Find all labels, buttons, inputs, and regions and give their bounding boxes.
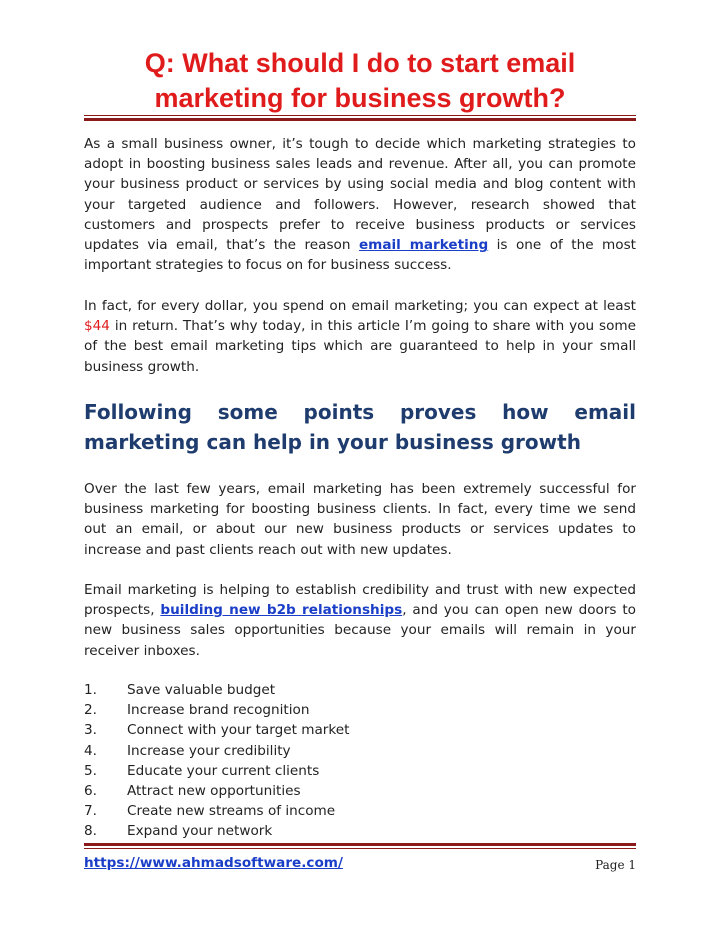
list-item bbox=[84, 801, 349, 821]
list-item bbox=[84, 761, 349, 781]
list-item-number: 5. bbox=[84, 762, 97, 779]
list-item-number: 1. bbox=[84, 682, 97, 698]
list-item bbox=[84, 680, 349, 700]
list-item-number: 8. bbox=[84, 823, 97, 840]
page-title-line-1: Q: What should I do to start email bbox=[144, 48, 576, 78]
section-heading-line-1: Following some points proves how email bbox=[84, 400, 636, 424]
list-item bbox=[84, 741, 349, 761]
benefits-list bbox=[84, 680, 349, 842]
list-item-text: Create new streams of income bbox=[127, 803, 336, 820]
b2b-relationships-link[interactable]: building new b2b relationships bbox=[160, 602, 403, 619]
intro-paragraph bbox=[84, 134, 636, 275]
list-item-text: Expand your network bbox=[127, 823, 273, 840]
list-item-number: 3. bbox=[84, 722, 97, 739]
list-item-number: 7. bbox=[84, 803, 97, 820]
email-marketing-link[interactable]: email marketing bbox=[358, 237, 489, 254]
list-item bbox=[84, 720, 349, 740]
intro-text-after-link: is one of the most important strategies to focus on for business success. bbox=[84, 237, 636, 274]
page-title bbox=[84, 46, 636, 116]
footer-rule-thick bbox=[84, 843, 636, 846]
section-heading-line-2: marketing can help in your business growth bbox=[84, 430, 581, 454]
list-item bbox=[84, 781, 349, 801]
list-item-text: Educate your current clients bbox=[127, 762, 320, 779]
list-item-text: Save valuable budget bbox=[127, 682, 276, 698]
footer-rule-thin bbox=[84, 848, 636, 849]
list-item-text: Attract new opportunities bbox=[127, 782, 301, 799]
credibility-text-before-link: Email marketing is helping to establish credibility and trust with new expected prospects, bbox=[84, 582, 636, 619]
page-number: Page 1 bbox=[595, 858, 636, 872]
list-item-text: Increase your credibility bbox=[127, 742, 291, 759]
list-item-number: 6. bbox=[84, 782, 97, 799]
success-paragraph: Over the last few years, email marketing has been extremely successful for business marketing for boosting business clients. In fact, every time we send out an email, or about our new business products or services updates to increase and past clients reach out with new updates. bbox=[84, 481, 636, 558]
section-heading bbox=[84, 397, 636, 457]
intro-text-before-link: As a small business owner, it’s tough to decide which marketing strategies to adopt in boosting business sales leads and revenue. After all, you can promote your business product or services by using social media and blog content with your targeted audience and followers. However, research showed that customers and prospects prefer to receive business products or services updates via email, that’s the reason bbox=[84, 136, 636, 254]
roi-text-after-amount: in return. That’s why today, in this article I’m going to share with you some of the best email marketing tips which are guaranteed to help in your small business growth. bbox=[84, 318, 636, 375]
roi-text-before-amount: In fact, for every dollar, you spend on email marketing; you can expect at least bbox=[84, 298, 636, 314]
list-item bbox=[84, 821, 349, 841]
title-rule-thin bbox=[84, 115, 636, 116]
list-item-number: 2. bbox=[84, 702, 97, 719]
footer-website-link[interactable]: https://www.ahmadsoftware.com/ bbox=[84, 855, 343, 871]
roi-amount: $44 bbox=[84, 318, 110, 335]
credibility-text-after-link: , and you can open new doors to new business sales opportunities because your emails will remain in your receiver inboxes. bbox=[84, 602, 636, 659]
list-item-number: 4. bbox=[84, 742, 97, 759]
credibility-paragraph bbox=[84, 580, 636, 661]
title-rule-thick bbox=[84, 118, 636, 121]
list-item-text: Connect with your target market bbox=[127, 722, 350, 739]
page-title-line-2: marketing for business growth? bbox=[154, 83, 566, 113]
list-item bbox=[84, 700, 349, 720]
list-item-text: Increase brand recognition bbox=[127, 702, 310, 719]
roi-paragraph bbox=[84, 296, 636, 377]
